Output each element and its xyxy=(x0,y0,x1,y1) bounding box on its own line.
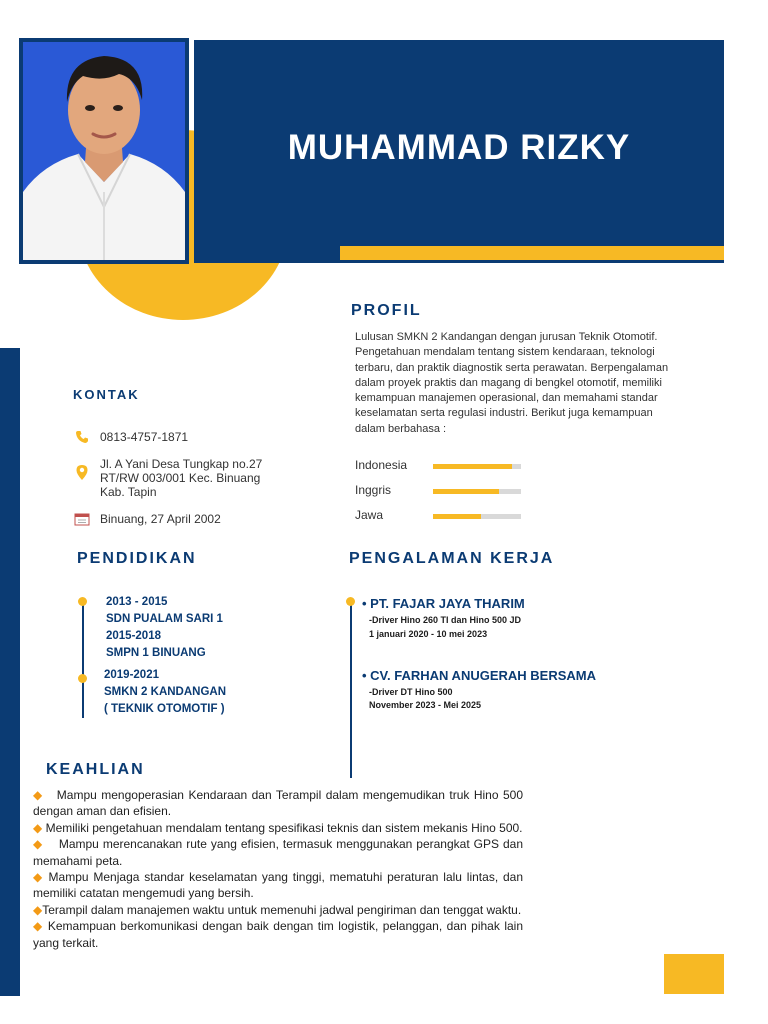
education-major: ( TEKNIK OTOMOTIF ) xyxy=(104,703,225,715)
education-years: 2015-2018 xyxy=(106,630,161,642)
skill-item xyxy=(33,918,523,951)
skill-text: Memiliki pengetahuan mendalam tentang spesifikasi teknis dan sistem mekanis Hino 500. xyxy=(45,820,523,835)
profile-summary: Lulusan SMKN 2 Kandangan dengan jurusan Teknik Otomotif. Pengetahuan mendalam tentang sistem kendaraan, teknologi terbaru, dan praktik diagnostik serta perawatan. Berpengalaman dalam proyek praktis dan magang di bengkel otomotif, memiliki kemampuan manajemen operasional, dan memahami standar keselamatan serta regulasi industri. Berikut juga kemampuan dalam berbahasa : xyxy=(355,331,669,435)
skills-list xyxy=(33,787,523,951)
bottom-accent-block xyxy=(664,954,724,994)
contact-address-line-2: RT/RW 003/001 Kec. Binuang xyxy=(100,471,261,485)
experience-timeline-dot xyxy=(346,597,355,606)
experience-heading: PENGALAMAN KERJA xyxy=(349,550,555,567)
language-level-fill xyxy=(433,514,481,519)
skill-text: Mampu merencanakan rute yang efisien, termasuk menggunakan perangkat GPS dan memahami peta. xyxy=(33,837,523,868)
language-row-jawa xyxy=(355,508,555,524)
profile-heading: PROFIL xyxy=(351,302,422,319)
diamond-bullet-icon: ◆ xyxy=(33,902,43,917)
diamond-bullet-icon: ◆ xyxy=(33,870,44,885)
skill-item xyxy=(33,902,523,918)
diamond-bullet-icon: ◆ xyxy=(33,919,44,934)
job-company: • CV. FARHAN ANUGERAH BERSAMA xyxy=(362,668,597,683)
experience-timeline xyxy=(350,602,352,778)
language-label: Indonesia xyxy=(355,458,408,472)
contact-heading: KONTAK xyxy=(73,387,140,402)
diamond-bullet-icon: ◆ xyxy=(33,837,43,852)
left-accent-bar xyxy=(0,348,20,996)
skills-heading: KEAHLIAN xyxy=(46,761,145,778)
language-row-inggris xyxy=(355,483,555,499)
education-timeline-dot xyxy=(78,674,87,683)
education-school: SMPN 1 BINUANG xyxy=(106,647,206,659)
skill-text: Terampil dalam manajemen waktu untuk memenuhi jadwal pengiriman dan tenggat waktu. xyxy=(42,902,522,917)
education-school: SMKN 2 KANDANGAN xyxy=(104,686,227,698)
education-timeline xyxy=(82,602,84,718)
language-level-fill xyxy=(433,489,499,494)
job-period: 1 januari 2020 - 10 mei 2023 xyxy=(369,629,488,639)
education-heading: PENDIDIKAN xyxy=(77,550,197,567)
skill-text: Kemampuan berkomunikasi dengan baik dengan tim logistik, pelanggan, dan pihak lain yang terkait. xyxy=(33,919,523,950)
contact-birth: Binuang, 27 April 2002 xyxy=(100,512,221,526)
job-role: -Driver Hino 260 TI dan Hino 500 JD xyxy=(369,615,522,625)
language-level-track xyxy=(433,464,521,469)
education-timeline-dot xyxy=(78,597,87,606)
job-company: • PT. FAJAR JAYA THARIM xyxy=(362,596,525,611)
skill-text: Mampu mengoperasian Kendaraan dan Terampil dalam mengemudikan truk Hino 500 dengan aman dan efisien. xyxy=(33,788,524,819)
job-period: November 2023 - Mei 2025 xyxy=(369,700,482,710)
contact-address-line-1: Jl. A Yani Desa Tungkap no.27 xyxy=(100,457,263,471)
language-level-track xyxy=(433,514,521,519)
skill-item xyxy=(33,820,523,836)
education-years: 2013 - 2015 xyxy=(106,596,168,608)
diamond-bullet-icon: ◆ xyxy=(33,820,43,835)
skill-item xyxy=(33,869,523,902)
diamond-bullet-icon: ◆ xyxy=(33,788,44,802)
header-accent-bar xyxy=(340,246,724,260)
contact-address-line-3: Kab. Tapin xyxy=(100,485,157,499)
language-row-indonesia xyxy=(355,458,555,474)
education-school: SDN PUALAM SARI 1 xyxy=(106,613,223,625)
phone-icon xyxy=(75,430,89,444)
profile-photo xyxy=(23,42,185,260)
language-label: Jawa xyxy=(355,508,384,522)
skill-item xyxy=(33,836,523,869)
job-role: -Driver DT Hino 500 xyxy=(369,687,453,697)
language-level-track xyxy=(433,489,521,494)
education-years: 2019-2021 xyxy=(104,669,159,681)
contact-phone: 0813-4757-1871 xyxy=(100,430,189,444)
language-label: Inggris xyxy=(355,483,392,497)
location-pin-icon xyxy=(75,464,89,481)
job-company-name: CV. FARHAN ANUGERAH BERSAMA xyxy=(370,668,597,683)
candidate-name: MUHAMMAD RIZKY xyxy=(287,128,631,167)
skill-text: Mampu Menjaga standar keselamatan yang tinggi, mematuhi peraturan lalu lintas, dan memiliki catatan mengemudi yang bersih. xyxy=(33,870,523,901)
language-level-fill xyxy=(433,464,512,469)
calendar-icon xyxy=(74,512,90,526)
job-company-name: PT. FAJAR JAYA THARIM xyxy=(370,596,525,611)
portrait-illustration xyxy=(23,42,185,260)
skill-item xyxy=(33,787,523,820)
